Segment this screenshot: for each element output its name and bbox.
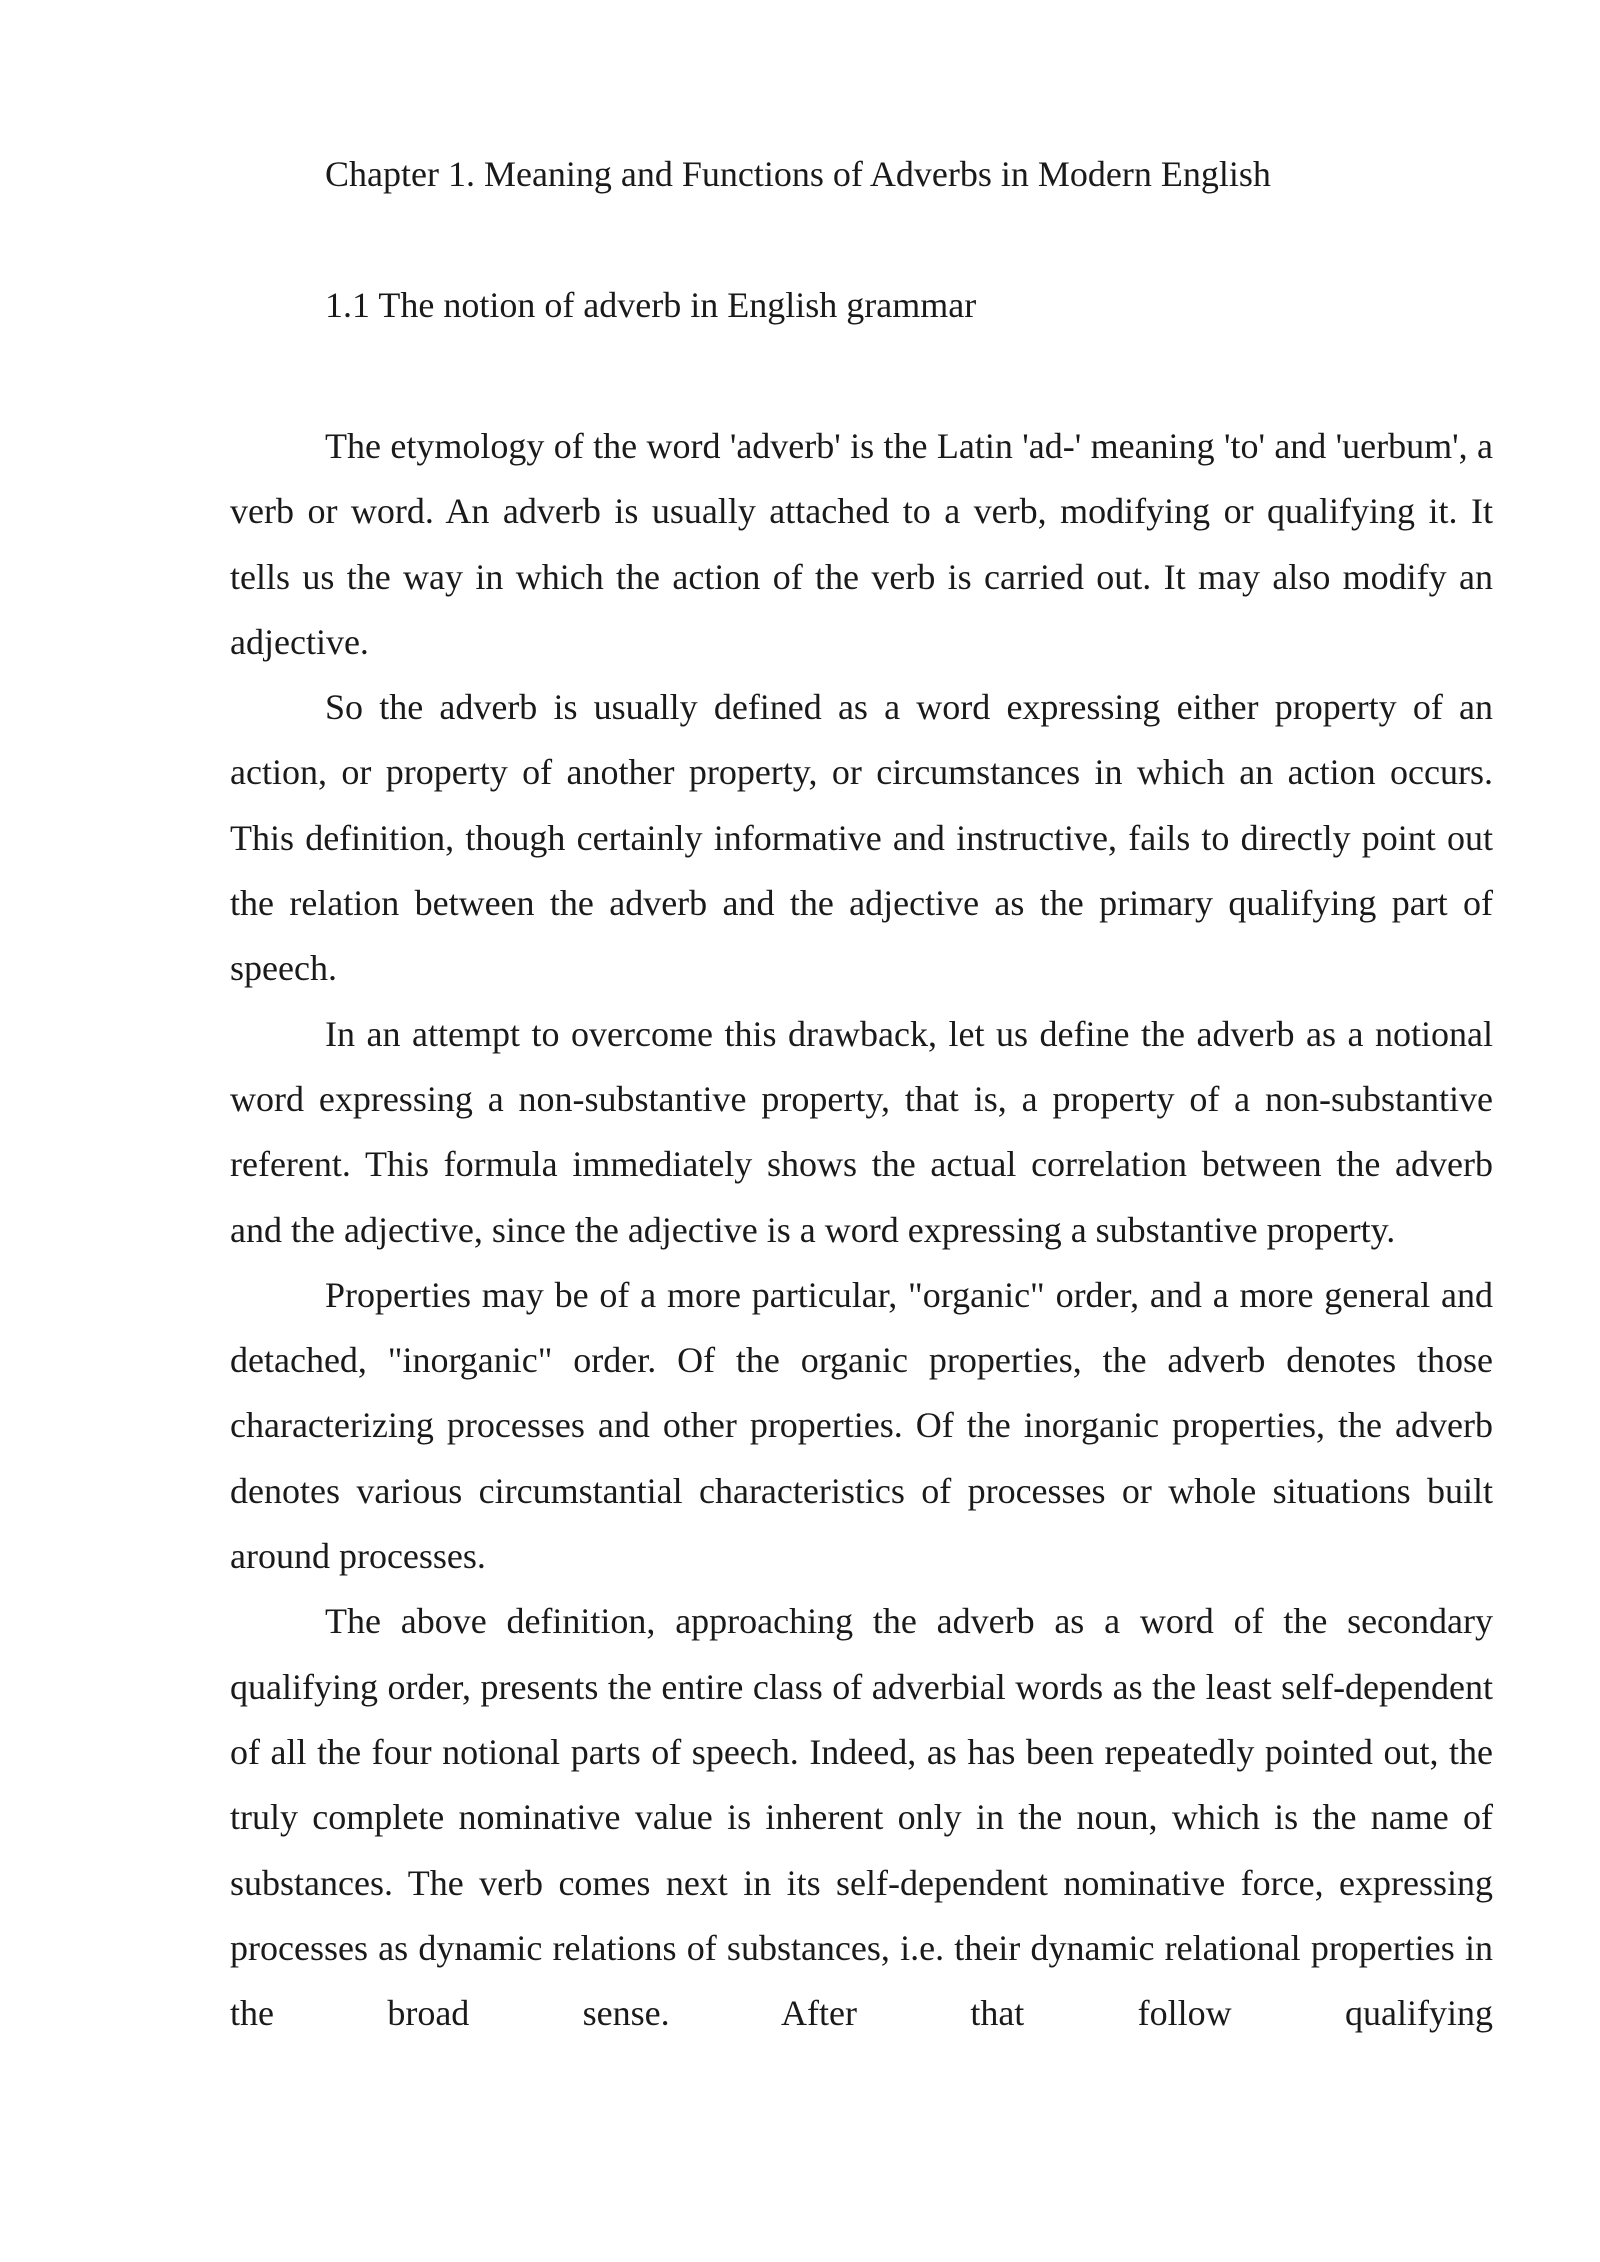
paragraph-secondary-qualifying-order: The above definition, approaching the adverb as a word of the secondary qualifying order, presents the entire class of adverbial words as the least self-dependent of all the four notional parts of speech. Indeed, as has been repeatedly pointed out, the truly complete nominative value is inherent only in the noun, which is the name of substances. The verb comes next in its self-dependent nominative force, expressing processes as dynamic relations of substances, i.e. their dynamic relational properties in the broad sense. After that follow qualifying — [230, 1601, 1493, 2034]
paragraph-properties-order: Properties may be of a more particular, "organic" order, and a more general and detached, "inorganic" order. Of the organic properties, the adverb denotes those characterizing processes and other properties. Of the inorganic properties, the adverb denotes various circumstantial characteristics of processes or whole situations built around processes. — [230, 1274, 1493, 1577]
body-text — [230, 414, 1493, 2046]
paragraph-definition: So the adverb is usually defined as a word expressing either property of an action, or property of another property, or circumstances in which an action occurs. This definition, though certainly informative and instructive, fails to directly point out the relation between the adverb and the adjective as the primary qualifying part of speech. — [230, 687, 1493, 989]
paragraph-etymology: The etymology of the word 'adverb' is the Latin 'ad-' meaning 'to' and 'uerbum', a verb or word. An adverb is usually attached to a verb, modifying or qualifying it. It tells us the way in which the action of the verb is carried out. It may also modify an adjective. — [230, 426, 1493, 662]
chapter-title: Chapter 1. Meaning and Functions of Adverbs in Modern English — [325, 154, 1271, 194]
section-title: 1.1 The notion of adverb in English grammar — [325, 285, 977, 325]
paragraph-non-substantive-property: In an attempt to overcome this drawback, let us define the adverb as a notional word expressing a non-substantive property, that is, a property of a non-substantive referent. This formula immediately shows the actual correlation between the adverb and the adjective, since the adjective is a word expressing a substantive property. — [230, 1013, 1493, 1250]
